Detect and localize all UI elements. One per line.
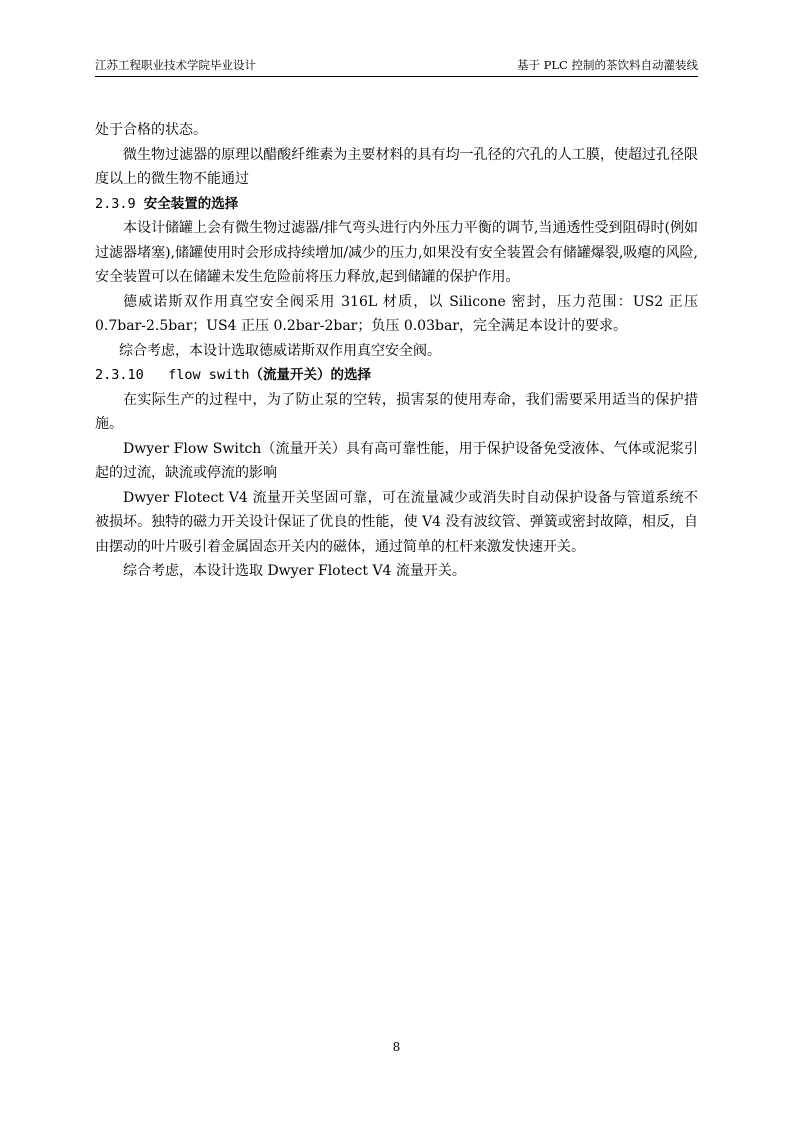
section-number: 2.3.10 bbox=[95, 367, 144, 383]
paragraph: 本设计储罐上会有微生物过滤器/排气弯头进行内外压力平衡的调节,当通透性受到阻碍时(例如过滤器堵塞),储罐使用时会形成持续增加/减少的压力,如果没有安全装置会有储罐爆裂,吸瘪的风险,安全装置可以在储罐未发生危险前将压力释放,起到储罐的保护作用。 bbox=[95, 220, 698, 285]
paragraph: Dwyer Flow Switch（流量开关）具有高可靠性能，用于保护设备免受液体、气体或泥浆引起的过流，缺流或停流的影响 bbox=[95, 440, 698, 481]
page-number: 8 bbox=[392, 1040, 401, 1054]
page-header bbox=[95, 56, 698, 77]
paragraph: 在实际生产的过程中，为了防止泵的空转，损害泵的使用寿命，我们需要采用适当的保护措施。 bbox=[95, 391, 698, 432]
header-thesis-title: 江苏工程职业技术学院毕业设计 bbox=[95, 58, 256, 72]
paragraph: 综合考虑，本设计选取德威诺斯双作用真空安全阀。 bbox=[119, 342, 441, 359]
header-project-title: 基于 PLC 控制的茶饮料自动灌装线 bbox=[517, 58, 698, 72]
section-heading-2-3-9 bbox=[95, 192, 698, 217]
document-body bbox=[95, 118, 698, 584]
section-number: 2.3.9 bbox=[95, 195, 136, 212]
paragraph: Dwyer Flotect V4 流量开关坚固可靠，可在流量减少或消失时自动保护设备与管道系统不被损坏。独特的磁力开关设计保证了优良的性能，使 V4 没有波纹管、弹簧或密封故障，相反，自由摆动的叶片吸引着金属固态开关内的磁体，通过简单的杠杆来激发快速开关。 bbox=[95, 489, 698, 555]
paragraph: 德威诺斯双作用真空安全阀采用 316L 材质，以 Silicone 密封，压力范围：US2 正压 0.7bar-2.5bar；US4 正压 0.2bar-2bar；负压 0.03bar，完全满足本设计的要求。 bbox=[95, 293, 698, 334]
section-title: （流量开关）的选择 bbox=[249, 367, 371, 383]
paragraph: 微生物过滤器的原理以醋酸纤维素为主要材料的具有均一孔径的穴孔的人工膜，使超过孔径限度以上的微生物不能通过 bbox=[95, 146, 698, 187]
section-title-latin: flow swith bbox=[168, 367, 250, 383]
paragraph: 综合考虑，本设计选取 Dwyer Flotect V4 流量开关。 bbox=[123, 563, 466, 579]
paragraph: 处于合格的状态。 bbox=[95, 122, 207, 138]
section-title: 安全装置的选择 bbox=[143, 195, 239, 212]
section-heading-2-3-10 bbox=[95, 363, 698, 388]
